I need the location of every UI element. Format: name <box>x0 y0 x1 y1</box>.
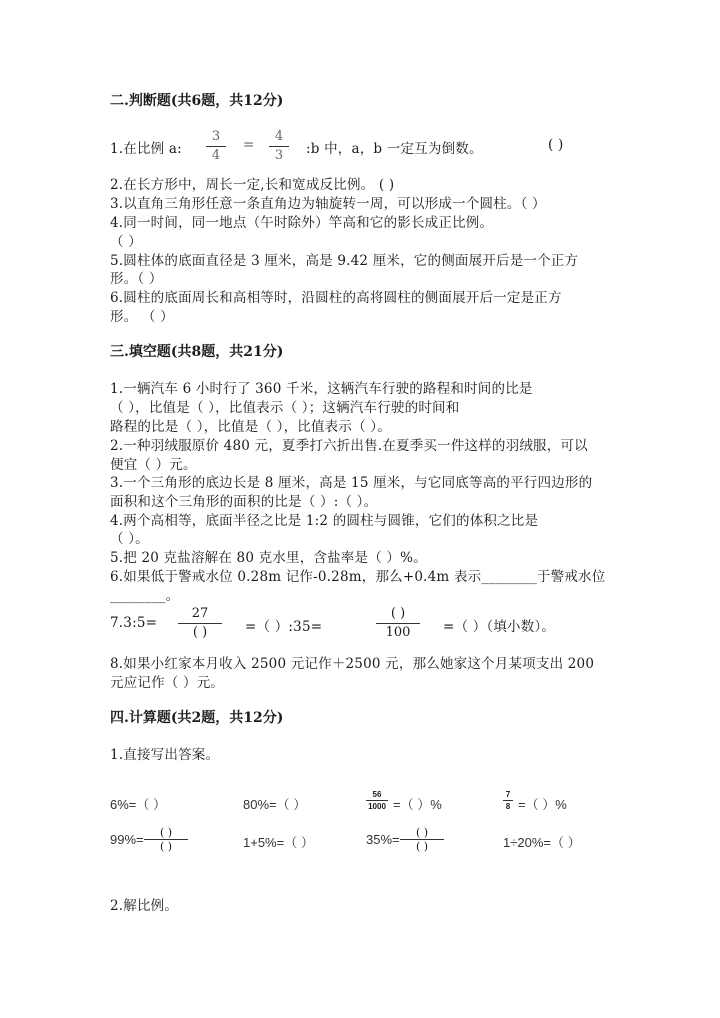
q1-prefix: 1.在比例 a: <box>110 141 182 157</box>
q7-prefix: 7.3:5= <box>110 615 158 631</box>
calc-99-numerator-blank: ( ) <box>159 826 173 839</box>
section3-q4-line1: 4.两个高相等，底面半径之比是 1:2 的圆柱与圆锥，它们的体积之比是 <box>110 513 539 529</box>
section3-title: 三.填空题(共8题，共21分) <box>110 344 284 360</box>
q7-suffix: =（ ）（填小数）。 <box>443 619 556 635</box>
q7-frac2-denominator: 100 <box>385 625 411 640</box>
q1-frac2-numerator: 4 <box>274 129 284 144</box>
calc-99-denominator-blank: ( ) <box>159 840 173 853</box>
section3-q1-line2: （ ），比值是（ ），比值表示（ ）；这辆汽车行驶的时间和 <box>110 400 460 416</box>
q7-frac1-denominator: ( ) <box>192 625 208 640</box>
q1-frac1-denominator: 4 <box>211 148 221 163</box>
calc-35-percent-fraction <box>400 826 444 853</box>
calc-99-percent-prefix: 99%= <box>110 832 144 847</box>
q1-fraction-2 <box>269 129 289 164</box>
q1-frac1-numerator: 3 <box>211 129 221 144</box>
calc-7-8-bar <box>503 800 513 801</box>
q1-frac2-denominator: 3 <box>274 148 284 163</box>
calc-6-percent: 6%=（ ） <box>110 797 166 812</box>
section2-q4-line2: （ ） <box>110 234 142 250</box>
calc-7-8-answer: =（ ）% <box>518 797 567 812</box>
section2-q6-line1: 6.圆柱的底面周长和高相等时，沿圆柱的高将圆柱的侧面展开后一定是正方 <box>110 290 562 306</box>
calc-35-numerator-blank: ( ) <box>415 826 429 839</box>
calc-fraction-56-1000 <box>366 790 388 811</box>
calc-56-numerator: 56 <box>372 790 382 799</box>
q1-equals: = <box>243 137 255 153</box>
section2-q2: 2.在长方形中，周长一定,长和宽成反比例。 ( ) <box>110 177 395 193</box>
q7-fraction-1 <box>178 606 222 641</box>
section3-q8-line1: 8.如果小红家本月收入 2500 元记作＋2500 元，那么她家这个月某项支出 200 <box>110 656 595 672</box>
section3-q3-line1: 3.一个三角形的底边长是 8 厘米，高是 15 厘米，与它同底等高的平行四边形的 <box>110 475 593 491</box>
q1-answer-paren: ( ) <box>548 137 564 153</box>
q1-suffix: :b 中，a，b 一定互为倒数。 <box>306 141 483 157</box>
section4-title: 四.计算题(共2题，共12分) <box>110 710 284 726</box>
q7-middle: =（ ）:35= <box>245 619 323 635</box>
calc-8-denominator: 8 <box>505 802 511 811</box>
section3-q2-line1: 2.一种羽绒服原价 480 元，夏季打六折出售.在夏季买一件这样的羽绒服，可以 <box>110 438 588 454</box>
q7-frac1-bar <box>178 623 222 624</box>
section2-q4-line1: 4.同一时间，同一地点（午时除外）竿高和它的影长成正比例。 <box>110 215 494 231</box>
section3-q4-line2: （ ）。 <box>110 531 149 547</box>
q7-frac2-numerator: ( ) <box>390 606 406 621</box>
section4-q2: 2.解比例。 <box>110 898 179 914</box>
section3-q6-line2: ________。 <box>110 588 180 604</box>
section3-q1-line3: 路程的比是（ ），比值是（ ），比值表示（ ）。 <box>110 419 391 435</box>
calc-56-bar <box>366 800 388 801</box>
section2-q3: 3.以直角三角形任意一条直角边为轴旋转一周，可以形成一个圆柱。（ ） <box>110 196 546 212</box>
section2-q5-line2: 形。（ ） <box>110 271 163 287</box>
calc-1-div-20-percent: 1÷20%=（ ） <box>503 835 581 850</box>
calc-56-1000-answer: =（ ）% <box>393 797 442 812</box>
calc-99-percent-fraction <box>144 826 188 853</box>
q7-fraction-2 <box>376 606 420 641</box>
section2-q5-line1: 5.圆柱体的底面直径是 3 厘米，高是 9.42 厘米，它的侧面展开后是一个正方 <box>110 253 579 269</box>
section3-q8-line2: 元应记作（ ）元。 <box>110 675 225 691</box>
section2-q6-line2: 形。 （ ） <box>110 309 174 325</box>
section3-q2-line2: 便宜（ ）元。 <box>110 457 197 473</box>
section4-q1: 1.直接写出答案。 <box>110 747 220 763</box>
q7-frac1-numerator: 27 <box>191 606 209 621</box>
calc-80-percent: 80%=（ ） <box>243 797 307 812</box>
calc-35-denominator-blank: ( ) <box>415 840 429 853</box>
section2-title: 二.判断题(共6题，共12分) <box>110 93 284 109</box>
section3-q6-line1: 6.如果低于警戒水位 0.28m 记作-0.28m，那么+0.4m 表示________于警戒水位 <box>110 569 606 585</box>
calc-7-numerator: 7 <box>505 790 511 799</box>
section3-q3-line2: 面积和这个三角形的面积的比是（ ）:（ ）。 <box>110 494 378 510</box>
q1-frac2-bar <box>269 146 289 147</box>
section3-q5: 5.把 20 克盐溶解在 80 克水里，含盐率是（ ）%。 <box>110 550 427 566</box>
calc-1000-denominator: 1000 <box>368 802 386 811</box>
calc-35-percent-prefix: 35%= <box>366 832 400 847</box>
calc-fraction-7-8 <box>503 790 513 811</box>
q7-frac2-bar <box>376 623 420 624</box>
calc-1-plus-5-percent: 1+5%=（ ） <box>243 835 314 850</box>
q1-frac1-bar <box>206 146 226 147</box>
section3-q1-line1: 1.一辆汽车 6 小时行了 360 千米，这辆汽车行驶的路程和时间的比是 <box>110 381 533 397</box>
q1-fraction-1 <box>206 129 226 164</box>
